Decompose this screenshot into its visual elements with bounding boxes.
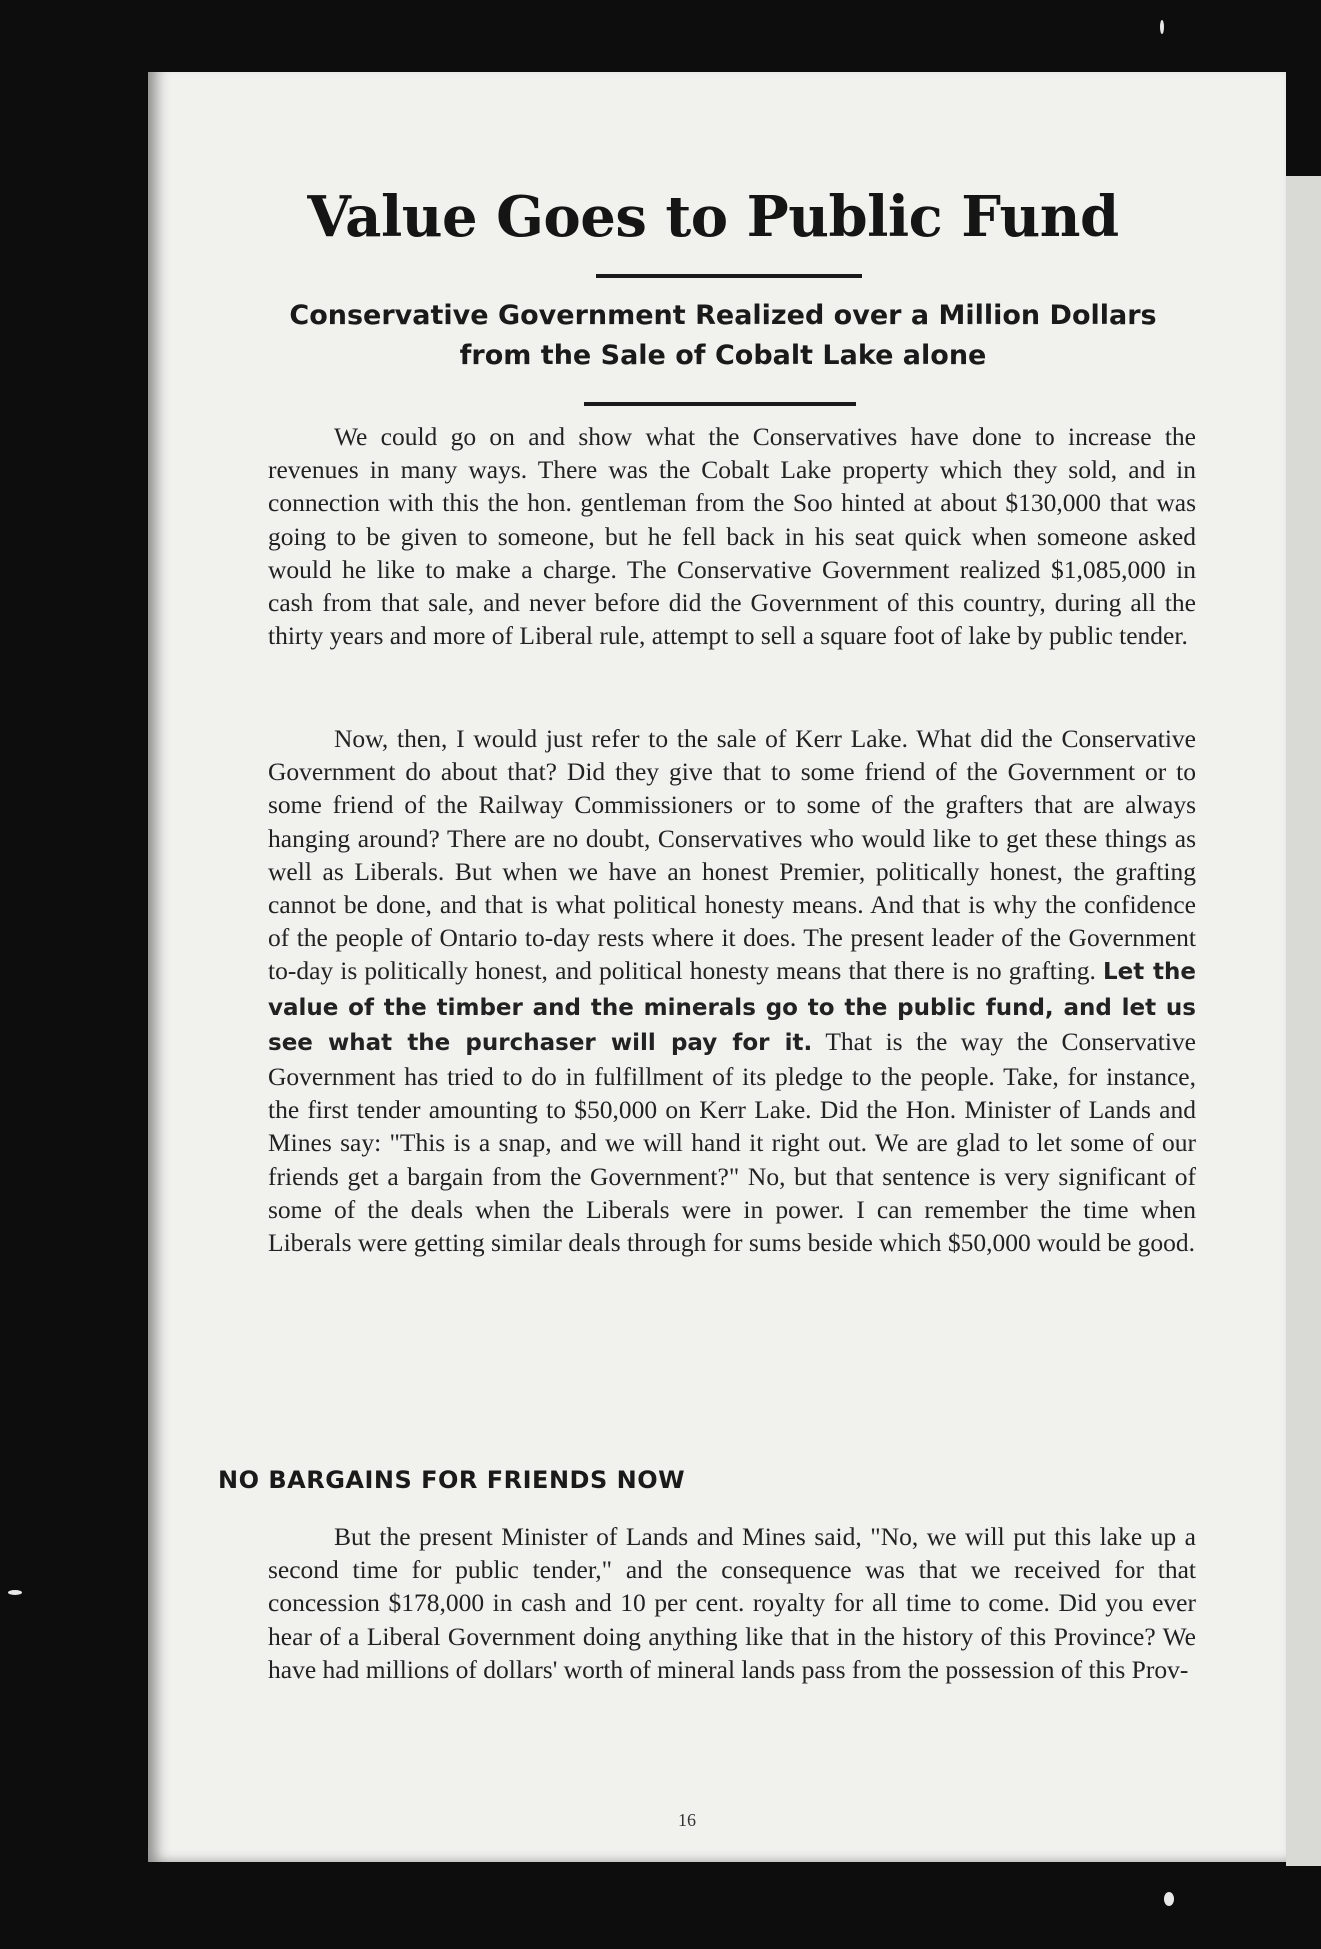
title-rule <box>596 274 862 278</box>
page-number: 16 <box>678 1810 696 1830</box>
document-page <box>148 72 1286 1862</box>
page-subtitle <box>208 296 1238 376</box>
page-title: Value Goes to Public Fund <box>307 184 1119 250</box>
adjacent-page-edge <box>1286 176 1321 1866</box>
paragraph-cobalt-lake: We could go on and show what the Conservatives have done to increase the revenues in many ways. There was the Cobalt Lake property which they sold, and in connection with this the hon. gentleman from the Soo hinted at about $130,000 that was going to be given to someone, but he fell back in his seat quick when someone asked would he like to make a charge. The Conservative Government realized $1,085,000 in cash from that sale, and never before did the Government of this country, during all the thirty years and more of Liberal rule, attempt to sell a square foot of lake by public tender. <box>268 422 1196 651</box>
scan-speck <box>8 1590 22 1595</box>
subtitle-rule <box>584 402 856 406</box>
paragraph-second-tender: But the present Minister of Lands and Mines said, "No, we will put this lake up a second time for public tender," and the consequence was that we received for that concession $178,000 in cash and 10 per cent. royalty for all time to come. Did you ever hear of a Liberal Government doing anything like that in the history of this Province? We have had millions of dollars' worth of mineral lands pass from the possession of this Prov- <box>268 1522 1196 1684</box>
emphasized-statement: Let the value of the timber and the minerals go to the public fund, and let us see what the purchaser will pay for it. <box>268 959 1197 1056</box>
subtitle-line-2: from the Sale of Cobalt Lake alone <box>459 340 987 371</box>
paragraph-kerr-lake-continued: That is the way the Conservative Government has tried to do in fulfillment of its pledge to the people. Take, for instance, the first tender amounting to $50,000 on Kerr Lake. Did the Hon. Minister of Lands and Mines say: "This is a snap, and we will hand it right out. We are glad to let some of our friends get a bargain from the Government?" No, but that sentence is very significant of some of the deals when the Liberals were in power. I can remember the time when Liberals were getting similar deals through for sums beside which $50,000 would be good. <box>268 1026 1196 1258</box>
scan-speck <box>1164 1892 1174 1906</box>
scan-speck <box>1160 20 1164 34</box>
paragraph-kerr-lake <box>268 722 1196 1259</box>
section-heading: NO BARGAINS FOR FRIENDS NOW <box>218 1466 686 1494</box>
subtitle-line-1: Conservative Government Realized over a Million Dollars <box>289 300 1157 331</box>
paragraph-kerr-lake-text: Now, then, I would just refer to the sale of Kerr Lake. What did the Conservative Government do about that? Did they give that to some friend of the Government or to some friend of the Railway Commissioners or to some of the grafters that are always hanging around? There are no doubt, Conservatives who would like to get these things as well as Liberals. But when we have an honest Premier, politically honest, the grafting cannot be done, and that is what political honesty means. And that is why the confidence of the people of Ontario to-day rests where it does. The present leader of the Government to-day is politically honest, and political honesty means that there is no grafting. <box>268 724 1196 986</box>
